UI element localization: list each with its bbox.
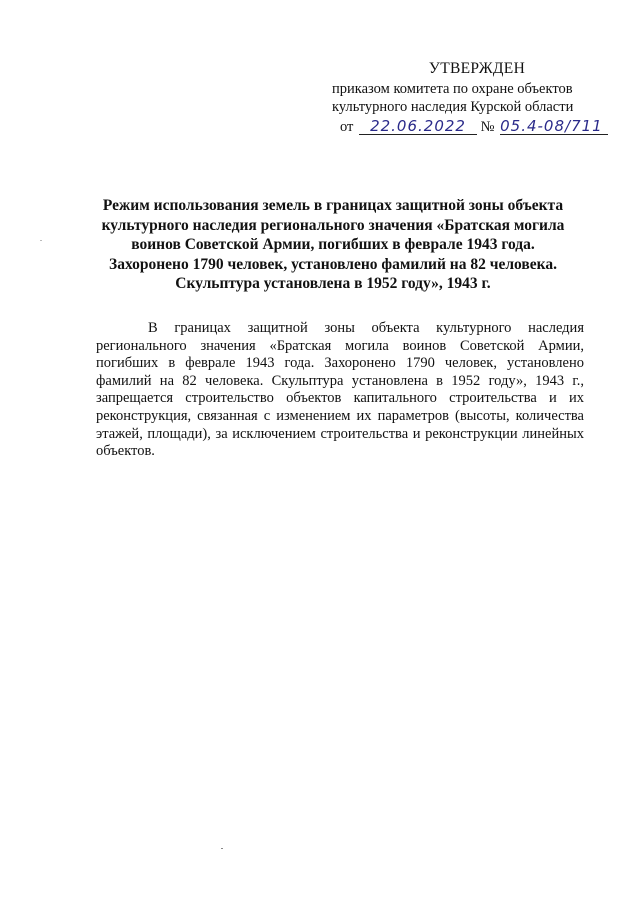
approval-title: УТВЕРЖДЕН xyxy=(428,60,526,77)
handwritten-date: 22.06.2022 xyxy=(359,118,477,135)
scan-speck xyxy=(40,240,42,241)
handwritten-number: 05.4-08/711 xyxy=(500,118,608,135)
approval-date-line xyxy=(340,118,602,140)
document-title: Режим использования земель в границах защитной зоны объекта культурного наследия регионального значения «Братская могила воинов Советской Армии, погибших в феврале 1943 года. Захоронено 1790 человек, установлено фамилий на 82 человека. Скульптура установлена в 1952 году», 1943 г. xyxy=(101,197,565,292)
document-body-paragraph: В границах защитной зоны объекта культурного наследия регионального значения «Братская могила воинов Советской Армии, погибших в феврале 1943 года. Захоронено 1790 человек, установлено фамилий на 82 человека. Скульптура установлена в 1952 году», 1943 г., запрещается строительство объектов капитального строительства и их реконструкция, связанная с изменением их параметров (высоты, количества этажей, площади), за исключением строительства и реконструкции линейных объектов. xyxy=(96,320,584,460)
approval-line-2: культурного наследия Курской области xyxy=(332,99,574,115)
number-prefix: № xyxy=(480,119,495,135)
approval-line-1: приказом комитета по охране объектов xyxy=(332,81,573,97)
date-prefix: от xyxy=(340,119,354,135)
scan-speck-bottom xyxy=(221,848,223,849)
approval-block xyxy=(332,60,602,140)
